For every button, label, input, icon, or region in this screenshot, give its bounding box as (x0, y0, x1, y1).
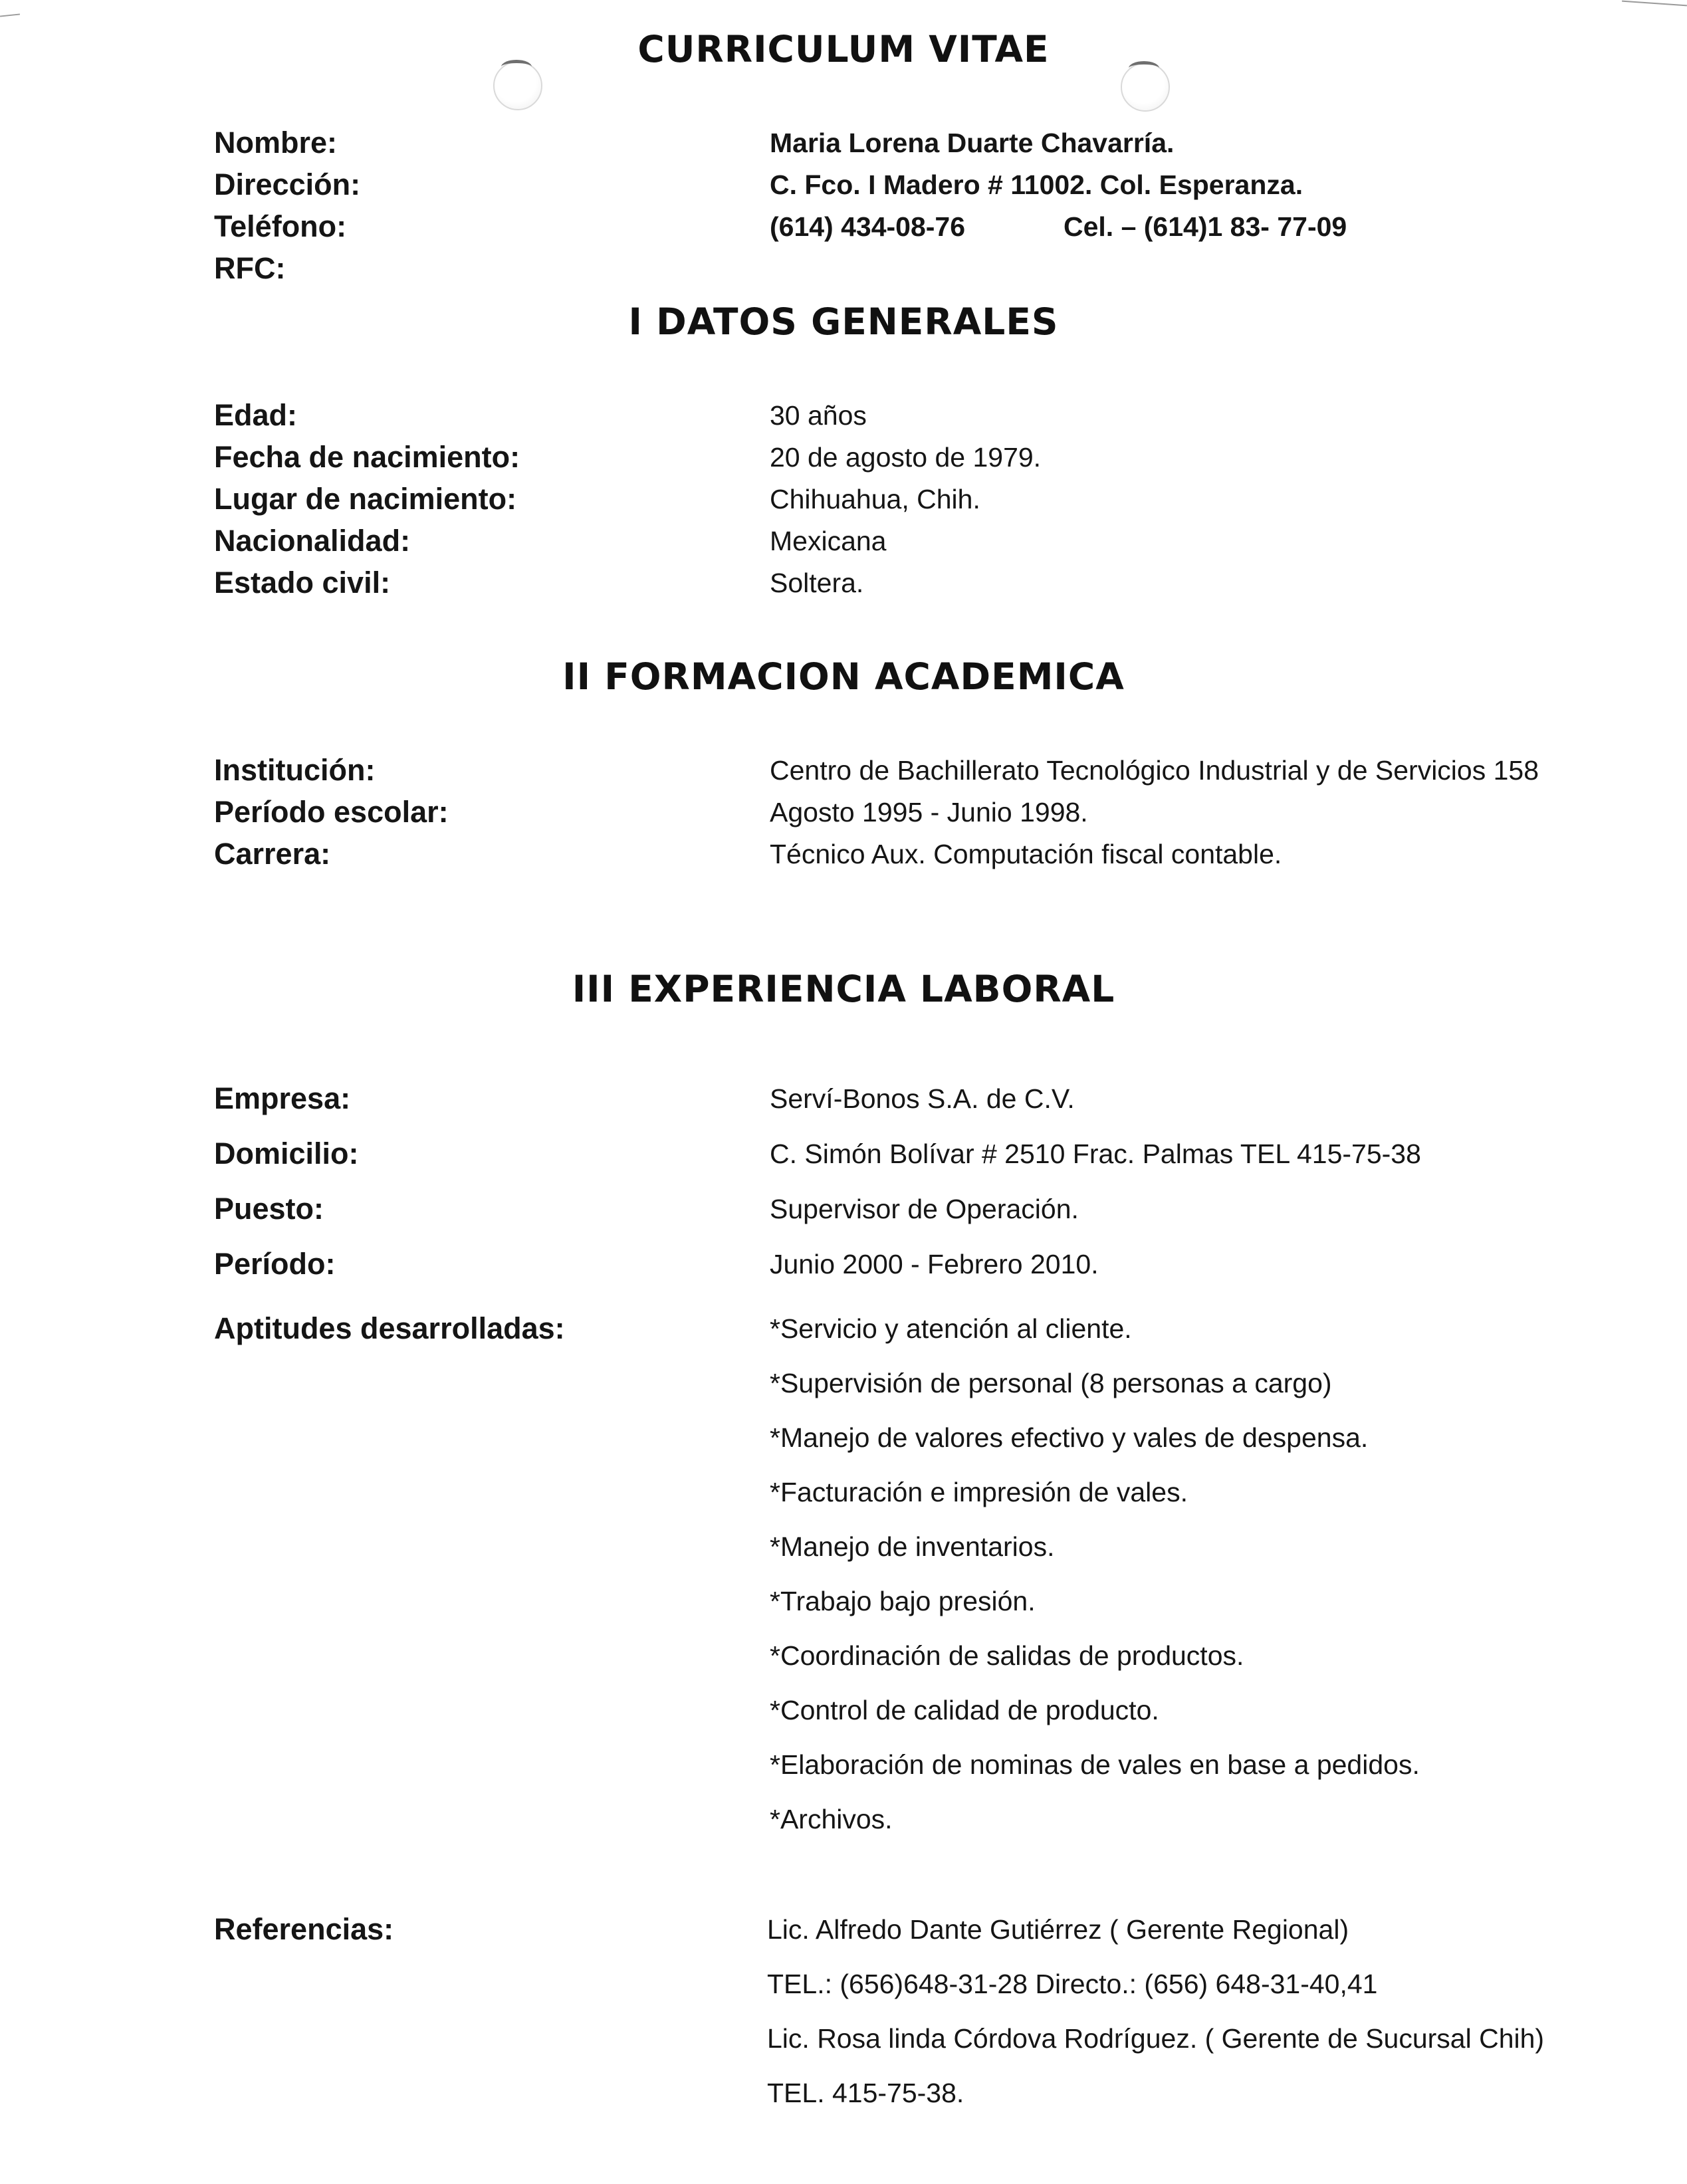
field-label: Domicilio: (214, 1137, 359, 1170)
contact-label: Teléfono: (214, 209, 347, 243)
scan-mark (0, 13, 20, 17)
field-value: 30 años (770, 400, 867, 431)
aptitud-item: *Control de calidad de producto. (770, 1695, 1159, 1725)
section-title-formacion: II FORMACION ACADEMICA (562, 655, 1125, 698)
field-label: Puesto: (214, 1192, 324, 1226)
aptitud-item: *Supervisión de personal (8 personas a cargo) (770, 1368, 1332, 1398)
contact-label: Nombre: (214, 126, 338, 160)
referencia-line: TEL.: (656)648-31-28 Directo.: (656) 648-31-40,41 (767, 1969, 1378, 1999)
referencia-line: Lic. Alfredo Dante Gutiérrez ( Gerente Regional) (767, 1914, 1349, 1945)
field-label: Período: (214, 1247, 336, 1281)
field-value: Soltera. (770, 568, 864, 598)
contact-value: (614) 434-08-76 (770, 211, 966, 242)
field-label: Estado civil: (214, 566, 391, 600)
field-value: Chihuahua, Chih. (770, 484, 980, 514)
section-title-datos-generales: I DATOS GENERALES (628, 300, 1059, 343)
aptitud-item: *Coordinación de salidas de productos. (770, 1640, 1244, 1671)
field-label: Fecha de nacimiento: (214, 440, 520, 474)
contact-label: Dirección: (214, 167, 361, 201)
aptitud-item: *Archivos. (770, 1804, 893, 1834)
aptitud-item: *Elaboración de nominas de vales en base a pedidos. (770, 1749, 1420, 1780)
field-label: Carrera: (214, 837, 331, 871)
aptitudes-label: Aptitudes desarrolladas: (214, 1311, 565, 1345)
field-label: Edad: (214, 398, 298, 432)
field-value: Supervisor de Operación. (770, 1194, 1079, 1224)
field-label: Período escolar: (214, 795, 449, 829)
field-value: 20 de agosto de 1979. (770, 442, 1042, 473)
aptitud-item: *Manejo de valores efectivo y vales de despensa. (770, 1422, 1369, 1453)
contact-value: Maria Lorena Duarte Chavarría. (770, 128, 1175, 158)
field-value: Técnico Aux. Computación fiscal contable. (770, 839, 1282, 869)
contact-label: RFC: (214, 251, 286, 285)
referencia-line: Lic. Rosa linda Córdova Rodríguez. ( Gerente de Sucursal Chih) (767, 2023, 1545, 2054)
field-value: Junio 2000 - Febrero 2010. (770, 1249, 1099, 1279)
field-label: Nacionalidad: (214, 524, 411, 558)
field-value: Agosto 1995 - Junio 1998. (770, 797, 1088, 827)
section-title-experiencia: III EXPERIENCIA LABORAL (572, 968, 1115, 1010)
aptitud-item: *Manejo de inventarios. (770, 1531, 1055, 1562)
field-value: Centro de Bachillerato Tecnológico Industrial y de Servicios 158 (770, 755, 1539, 786)
aptitud-item: *Servicio y atención al cliente. (770, 1313, 1132, 1344)
aptitud-item: *Facturación e impresión de vales. (770, 1477, 1188, 1507)
field-label: Institución: (214, 753, 376, 787)
field-label: Empresa: (214, 1081, 351, 1115)
referencias-label: Referencias: (214, 1912, 394, 1946)
field-value: C. Simón Bolívar # 2510 Frac. Palmas TEL 415-75-38 (770, 1139, 1421, 1169)
field-value: Mexicana (770, 526, 887, 556)
scan-mark (1622, 1, 1687, 7)
contact-value-cel: Cel. – (614)1 83- 77-09 (1064, 211, 1347, 242)
referencia-line: TEL. 415-75-38. (767, 2078, 964, 2108)
contact-value: C. Fco. I Madero # 11002. Col. Esperanza. (770, 169, 1303, 200)
field-value: Serví-Bonos S.A. de C.V. (770, 1083, 1075, 1114)
page-title: CURRICULUM VITAE (637, 28, 1050, 70)
field-label: Lugar de nacimiento: (214, 482, 517, 516)
aptitud-item: *Trabajo bajo presión. (770, 1586, 1036, 1616)
